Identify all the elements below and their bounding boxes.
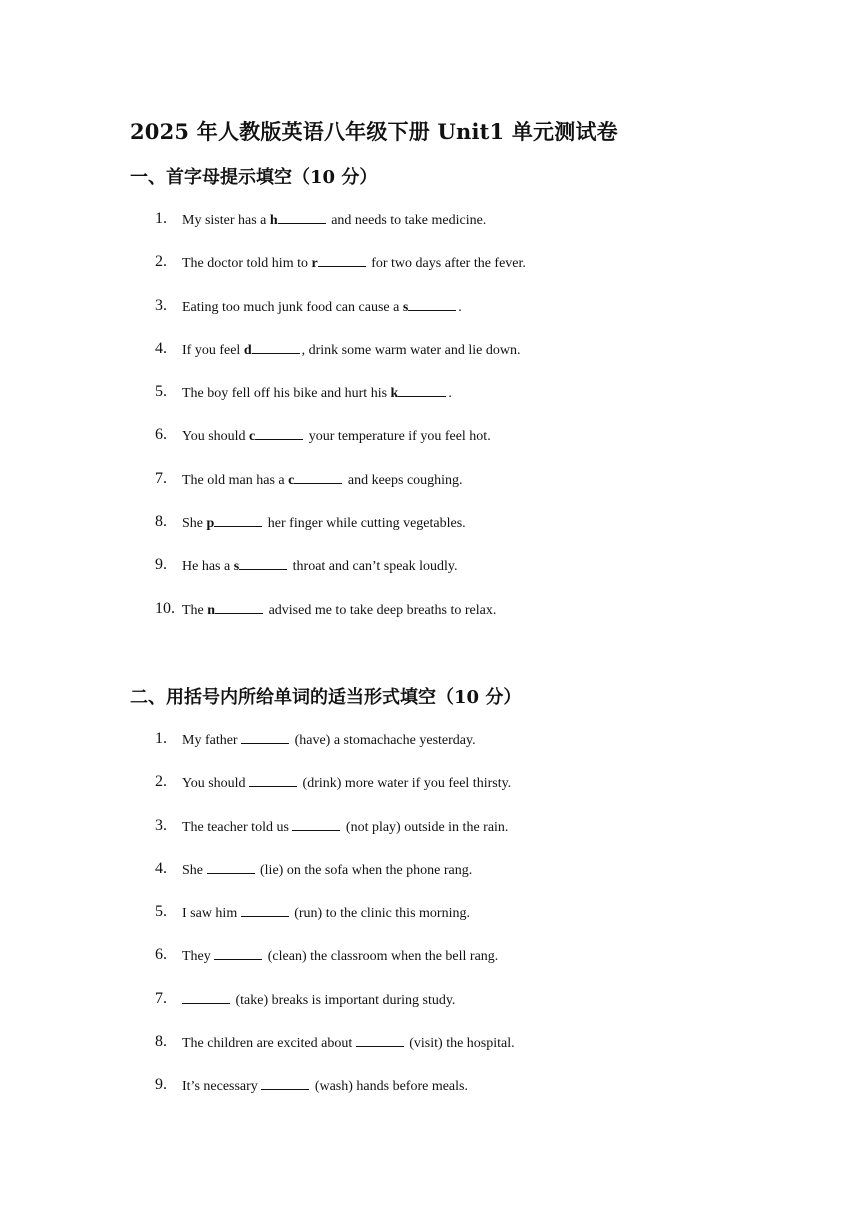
question-text-after: your temperature if you feel hot. xyxy=(305,429,491,445)
answer-blank[interactable] xyxy=(215,601,263,614)
answer-blank[interactable] xyxy=(214,947,262,960)
question-text-before: He has a xyxy=(182,559,234,575)
question-text-after: advised me to take deep breaths to relax. xyxy=(265,602,497,618)
question-number: 9. xyxy=(155,1076,167,1094)
question-number: 1. xyxy=(155,730,167,747)
question-text-before: She xyxy=(182,516,207,532)
section-heading-2: 二、用括号内所给单词的适当形式填空（10 分） xyxy=(130,687,522,708)
question-item xyxy=(155,946,515,989)
question-text-after: (visit) the hospital. xyxy=(405,1036,515,1052)
question-number: 2. xyxy=(155,773,167,791)
question-number: 7. xyxy=(155,989,167,1007)
question-text xyxy=(182,817,508,837)
question-number: 8. xyxy=(155,513,167,531)
initial-letter-hint: c xyxy=(249,429,256,445)
question-text xyxy=(182,1076,468,1096)
question-text-after: (take) breaks is important during study. xyxy=(232,992,456,1008)
question-text-after: her finger while cutting vegetables. xyxy=(264,516,466,532)
question-text-before: The children are excited about xyxy=(182,1036,356,1052)
answer-blank[interactable] xyxy=(241,731,289,744)
question-text-before: The old man has a xyxy=(182,472,289,488)
answer-blank[interactable] xyxy=(318,254,366,267)
question-text-before: The doctor told him to xyxy=(182,256,312,272)
question-number: 10. xyxy=(155,599,175,617)
question-text-after: throat and can’t speak loudly. xyxy=(289,559,458,575)
question-text xyxy=(182,600,496,620)
answer-blank[interactable] xyxy=(356,1034,404,1047)
question-number: 7. xyxy=(155,469,167,487)
question-item xyxy=(155,1033,515,1076)
question-text-after: . xyxy=(448,386,452,402)
question-number: 9. xyxy=(155,556,167,574)
question-text xyxy=(182,860,472,880)
initial-letter-hint: h xyxy=(269,213,278,228)
question-list-2 xyxy=(155,730,515,1120)
question-item xyxy=(155,513,526,556)
question-item xyxy=(155,903,515,946)
question-text-before: I saw him xyxy=(182,906,241,922)
question-item xyxy=(155,340,526,383)
question-number: 4. xyxy=(155,339,167,357)
answer-blank[interactable] xyxy=(241,904,289,917)
question-text-before: If you feel xyxy=(182,342,244,358)
question-text xyxy=(182,470,463,490)
question-item xyxy=(155,253,526,296)
question-item xyxy=(155,556,526,599)
question-item xyxy=(155,817,515,860)
answer-blank[interactable] xyxy=(398,384,446,397)
answer-blank[interactable] xyxy=(255,427,303,440)
question-text xyxy=(182,1033,515,1053)
answer-blank[interactable] xyxy=(292,818,340,831)
question-item xyxy=(155,426,526,469)
question-number: 5. xyxy=(155,903,167,921)
question-text-after: , drink some warm water and lie down. xyxy=(301,342,521,358)
answer-blank[interactable] xyxy=(408,298,456,311)
question-number: 2. xyxy=(155,253,167,271)
answer-blank[interactable] xyxy=(207,861,255,874)
question-number: 5. xyxy=(155,383,167,401)
question-text-after: and needs to take medicine. xyxy=(327,213,487,228)
question-text-after: (clean) the classroom when the bell rang. xyxy=(264,949,499,965)
question-list-1 xyxy=(155,210,526,643)
question-text-before: Eating too much junk food can cause a xyxy=(182,299,403,315)
question-item xyxy=(155,470,526,513)
question-text-after: (not play) outside in the rain. xyxy=(342,819,509,835)
question-text xyxy=(182,340,521,360)
question-text xyxy=(182,730,476,750)
question-number: 4. xyxy=(155,859,167,877)
page-title: 2025 年人教版英语八年级下册 Unit1 单元测试卷 xyxy=(130,119,618,144)
answer-blank[interactable] xyxy=(278,211,326,224)
question-item xyxy=(155,297,526,340)
initial-letter-hint: r xyxy=(311,256,318,272)
answer-blank[interactable] xyxy=(249,774,297,787)
question-text xyxy=(182,253,526,273)
question-text-after: (lie) on the sofa when the phone rang. xyxy=(256,862,473,878)
initial-letter-hint: p xyxy=(206,516,215,532)
initial-letter-hint: s xyxy=(402,299,409,315)
question-number: 6. xyxy=(155,946,167,964)
question-text-after: (have) a stomachache yesterday. xyxy=(291,733,476,748)
question-text-before: The xyxy=(182,602,208,618)
answer-blank[interactable] xyxy=(252,341,300,354)
answer-blank[interactable] xyxy=(261,1077,309,1090)
question-text-before: It’s necessary xyxy=(182,1079,262,1095)
question-text xyxy=(182,426,491,446)
question-text xyxy=(182,773,511,793)
question-number: 1. xyxy=(155,210,167,227)
initial-letter-hint: s xyxy=(233,559,240,575)
question-text-before: She xyxy=(182,862,207,878)
question-item xyxy=(155,730,515,773)
question-text-before: They xyxy=(182,949,215,965)
question-text-before: You should xyxy=(182,776,250,792)
question-text xyxy=(182,513,466,533)
question-text xyxy=(182,990,455,1010)
question-text xyxy=(182,297,462,317)
answer-blank[interactable] xyxy=(214,514,262,527)
question-text-before: The boy fell off his bike and hurt his xyxy=(182,386,391,402)
answer-blank[interactable] xyxy=(182,991,230,1004)
question-text xyxy=(182,946,498,966)
section-heading-1: 一、首字母提示填空（10 分） xyxy=(130,167,378,188)
question-text-after: . xyxy=(458,299,462,315)
question-text-before: You should xyxy=(182,429,250,445)
question-item xyxy=(155,860,515,903)
question-text xyxy=(182,556,458,576)
question-number: 3. xyxy=(155,296,167,314)
question-item xyxy=(155,600,526,643)
question-item xyxy=(155,1076,515,1119)
question-text-before: My sister has a xyxy=(182,213,270,228)
question-text-after: (drink) more water if you feel thirsty. xyxy=(299,776,512,792)
question-text-after: (run) to the clinic this morning. xyxy=(290,906,470,922)
question-text-after: for two days after the fever. xyxy=(367,256,526,272)
question-text-before: The teacher told us xyxy=(182,819,293,835)
question-number: 8. xyxy=(155,1033,167,1051)
question-number: 3. xyxy=(155,816,167,834)
answer-blank[interactable] xyxy=(239,557,287,570)
question-item xyxy=(155,990,515,1033)
initial-letter-hint: k xyxy=(390,386,399,402)
question-text-before: My father xyxy=(182,733,242,748)
question-text xyxy=(182,383,452,403)
question-text-after: and keeps coughing. xyxy=(344,472,463,488)
question-number: 6. xyxy=(155,426,167,444)
answer-blank[interactable] xyxy=(294,471,342,484)
initial-letter-hint: n xyxy=(207,602,216,618)
initial-letter-hint: d xyxy=(243,342,252,358)
question-item xyxy=(155,773,515,816)
question-item xyxy=(155,210,526,253)
initial-letter-hint: c xyxy=(288,472,295,488)
question-text xyxy=(182,903,470,923)
question-text-after: (wash) hands before meals. xyxy=(311,1079,468,1095)
question-item xyxy=(155,383,526,426)
question-text xyxy=(182,210,486,230)
